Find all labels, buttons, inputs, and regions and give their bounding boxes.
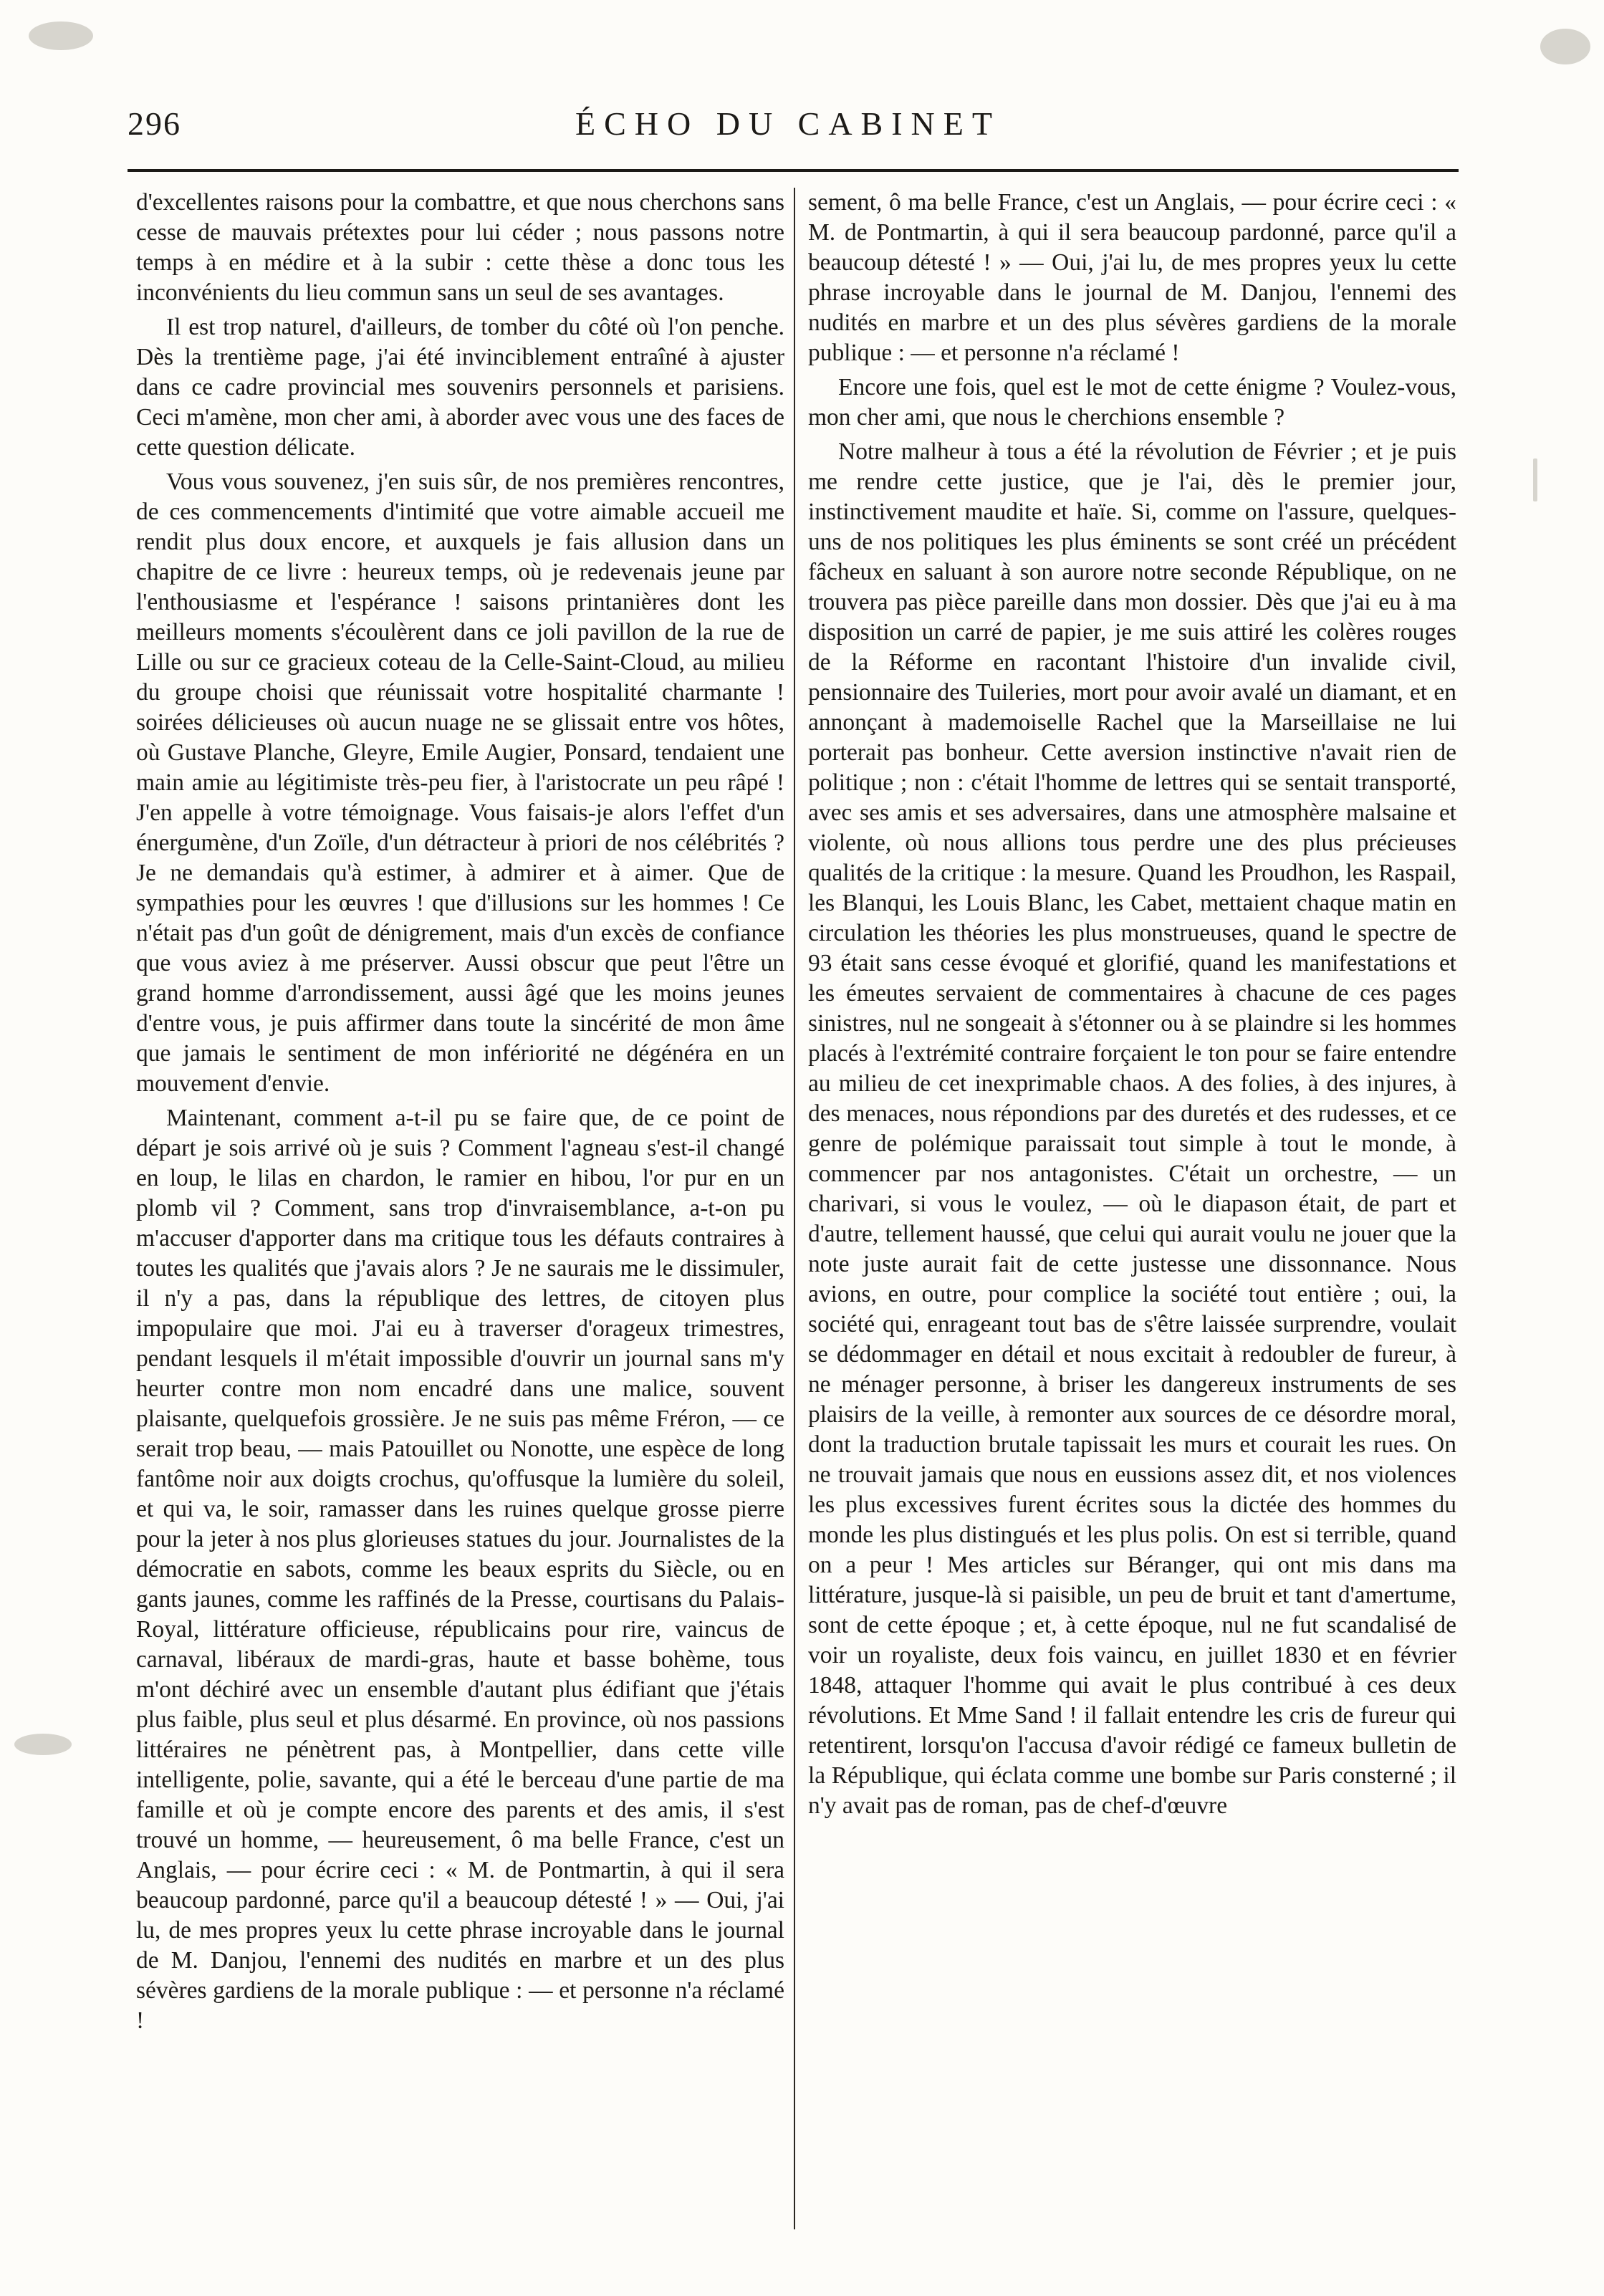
scan-speck: [29, 21, 93, 50]
page-number: 296: [128, 105, 181, 142]
header-rule: [128, 169, 1459, 172]
scan-speck: [1533, 458, 1537, 501]
column-divider: [794, 188, 795, 2229]
paragraph: Notre malheur à tous a été la révolution de Février ; et je puis me rendre cette justice, que je l'ai, dès le premier jour, instinctivement maudite et haïe. Si, comme on l'assure, quelques-uns de nos politiques les plus éminents se sont créé un précédent fâcheux en saluant à son aurore notre seconde République, on ne trouvera pas pièce pareille dans mon dossier. Dès que j'ai eu à ma disposition un carré de papier, je me suis attiré les colères rouges de la Réforme en racontant l'histoire d'un invalide civil, pensionnaire des Tuileries, mort pour avoir avalé un diamant, et en annonçant à mademoiselle Rachel que la Marseillaise ne lui porterait pas bonheur. Cette aversion instinctive n'avait rien de politique ; non : c'était l'homme de lettres qui se sentait transporté, avec ses amis et ses adversaires, dans une atmosphère malsaine et violente, où nous allions tous perdre une des plus précieuses qualités de la critique : la mesure. Quand les Proudhon, les Raspail, les Blanqui, les Louis Blanc, les Cabet, mettaient chaque matin en circulation les théories les plus monstrueuses, quand le spectre de 93 était sans cesse évoqué et glorifié, quand les manifestations et les émeutes servaient de commentaires à chacune de ces pages sinistres, nul ne songeait à s'étonner ou à se plaindre si les hommes placés à l'extrémité contraire forçaient le ton pour se faire entendre au milieu de cet inexprimable chaos. A des folies, à des injures, à des menaces, nous répondions par des duretés et des rudesses, et ce genre de polémique paraissait tout simple à tout le monde, à commencer par nos antagonistes. C'était un orchestre, — un charivari, si vous le voulez, — où le diapason était, de part et d'autre, tellement haussé, que celui qui aurait voulu ne jouer que la note juste aurait fait de cette justesse une dissonnance. Nous avions, en outre, pour complice la société tout entière ; oui, la société qui, enrageant tout bas de s'être laissée surprendre, voulait se dédommager en détail et nous excitait à redoubler de fureur, à ne ménager personne, à briser les dangereux instruments de ses plaisirs de la veille, à remonter aux sources de ce désordre moral, dont la traduction brutale tapissait les murs et courait les rues. On ne trouvait jamais que nous en eussions assez dit, et nos violences les plus excessives furent écrites sous la dictée des hommes du monde les plus distingués et les plus polis. On est si terrible, quand on a peur ! Mes articles sur Béranger, qui ont mis dans ma littérature, jusque-là si paisible, un peu de bruit et tant d'amertume, sont de cette époque ; et, à cette époque, nul ne fut scandalisé de voir un royaliste, deux fois vaincu, en juillet 1830 et en février 1848, attaquer l'homme qui avait le plus contribué à ces deux révolutions. Et Mme Sand ! il fallait entendre les cris de fureur qui retentirent, lorsqu'on l'accusa d'avoir rédigé ce fameux bulletin de la République, qui éclata comme une bombe sur Paris consterné ; il n'y avait pas de roman, pas de chef-d'œuvre: [808, 438, 1456, 1819]
running-title: ÉCHO DU CABINET: [575, 105, 1001, 142]
paragraph: Vous vous souvenez, j'en suis sûr, de nos premières rencontres, de ces commencements d'intimité que votre aimable accueil me rendit plus doux encore, et auxquels je fais allusion dans un chapitre de ce livre : heureux temps, où je redevenais jeune par l'enthousiasme et l'espérance ! saisons printanières dont les meilleurs moments s'écoulèrent dans ce joli pavillon de la rue de Lille ou sur ce gracieux coteau de la Celle-Saint-Cloud, au milieu du groupe choisi que réunissait votre hospitalité charmante ! soirées délicieuses où aucun nuage ne se glissait entre vos hôtes, où Gustave Planche, Gleyre, Emile Augier, Ponsard, tendaient une main amie au légitimiste très-peu fier, à l'aristocrate un peu râpé ! J'en appelle à votre témoignage. Vous faisais-je alors l'effet d'un énergumène, d'un Zoïle, d'un détracteur à priori de nos célébrités ? Je ne demandais qu'à estimer, à admirer et à aimer. Que de sympathies pour les œuvres ! que d'illusions sur les hommes ! Ce n'était pas d'un goût de dénigrement, mais d'un excès de confiance que vous aviez à me préserver. Aussi obscur que peut l'être un grand homme d'arrondissement, aussi âgé que les moins jeunes d'entre vous, je puis affirmer dans toute la sincérité de mon âme que jamais le sentiment de mon infériorité ne dégénéra en un mouvement d'envie.: [136, 469, 784, 1097]
page-header: [122, 105, 1454, 155]
paragraph: d'excellentes raisons pour la combattre, et que nous cherchons sans cesse de mauvais prétextes pour lui céder ; nous passons notre temps à en médire et à la subir : cette thèse a donc tous les inconvénients du lieu commun sans un seul de ses avantages.: [136, 189, 784, 306]
paragraph: Encore une fois, quel est le mot de cette énigme ? Voulez-vous, mon cher ami, que nous le cherchions ensemble ?: [808, 374, 1456, 431]
left-column: [136, 188, 784, 2251]
scan-speck: [1540, 29, 1590, 64]
scan-speck: [14, 1734, 72, 1755]
paragraph: sement, ô ma belle France, c'est un Anglais, — pour écrire ceci : « M. de Pontmartin, à qui il sera beaucoup pardonné, parce qu'il a beaucoup détesté ! » — Oui, j'ai lu, de mes propres yeux lu cette phrase incroyable dans le journal de M. Danjou, l'ennemi des nudités en marbre et un des plus sévères gardiens de la morale publique : — et personne n'a réclamé !: [808, 189, 1456, 366]
right-column: [808, 188, 1456, 2251]
paragraph: Maintenant, comment a-t-il pu se faire que, de ce point de départ je sois arrivé où je suis ? Comment l'agneau s'est-il changé en loup, le lilas en chardon, le ramier en hibou, l'or pur en un plomb vil ? Comment, sans trop d'invraisemblance, a-t-on pu m'accuser d'apporter dans ma critique tous les défauts contraires à toutes les qualités que j'avais alors ? Je ne saurais me le dissimuler, il n'y a pas, dans la république des lettres, de citoyen plus impopulaire que moi. J'ai eu à traverser d'orageux trimestres, pendant lesquels il m'était impossible d'ouvrir un journal sans m'y heurter contre mon nom encadré dans une malice, souvent plaisante, quelquefois grossière. Je ne suis pas même Fréron, — ce serait trop beau, — mais Patouillet ou Nonotte, une espèce de long fantôme noir aux doigts crochus, qu'offusque la lumière du soleil, et qui va, le soir, ramasser dans les ruines quelque grosse pierre pour la jeter à nos plus glorieuses statues du jour. Journalistes de la démocratie en sabots, comme les beaux esprits du Siècle, ou en gants jaunes, comme les raffinés de la Presse, courtisans du Palais-Royal, littérature officieuse, républicains pour rire, vaincus de carnaval, libéraux de mardi-gras, haute et basse bohème, tous m'ont déchiré avec un ensemble d'autant plus édifiant que j'étais plus faible, plus seul et plus désarmé. En province, où nos passions littéraires ne pénètrent pas, à Montpellier, dans cette ville intelligente, polie, savante, qui a été le berceau d'une partie de ma famille et où je compte encore des parents et des amis, il s'est trouvé un homme, — heureusement, ô ma belle France, c'est un Anglais, — pour écrire ceci : « M. de Pontmartin, à qui il sera beaucoup pardonné, parce qu'il a beaucoup détesté ! » — Oui, j'ai lu, de mes propres yeux lu cette phrase incroyable dans le journal de M. Danjou, l'ennemi des nudités en marbre et un des plus sévères gardiens de la morale publique : — et personne n'a réclamé !: [136, 1105, 784, 2034]
paragraph: Il est trop naturel, d'ailleurs, de tomber du côté où l'on penche. Dès la trentième page, j'ai été invinciblement entraîné à ajuster dans ce cadre provincial mes souvenirs personnels et parisiens. Ceci m'amène, mon cher ami, à aborder avec vous une des faces de cette question délicate.: [136, 314, 784, 461]
